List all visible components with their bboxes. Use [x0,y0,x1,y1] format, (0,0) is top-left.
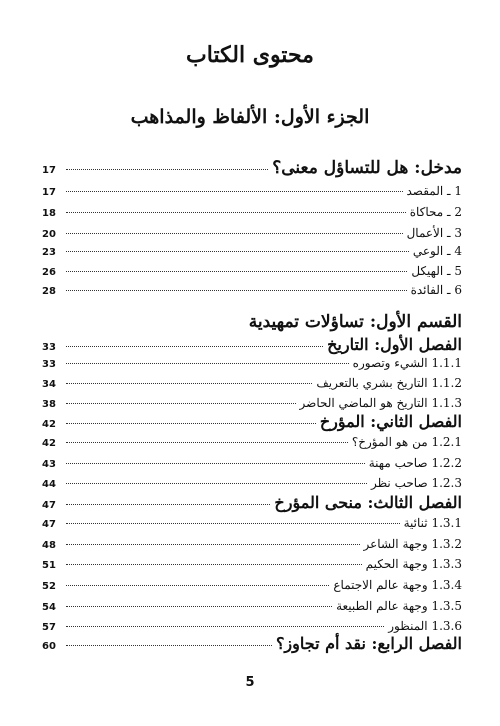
leader-dots [66,271,407,272]
toc-entry-label: 1.1.2 التاريخ بشري بالتعريف [316,376,462,390]
leader-dots [66,251,409,252]
leader-dots [66,383,312,384]
toc-page-number: 18 [42,208,56,219]
toc-entry-label: الفصل الرابع: نقد أم تجاوز؟ [275,634,462,653]
toc-page-number: 57 [42,622,56,633]
toc-chapter[interactable] [42,335,462,354]
toc-entry[interactable] [42,184,462,198]
toc-entry-label: الفصل الثالث: منحى المؤرخ [274,493,462,512]
leader-dots [66,346,323,347]
toc-entry-label: 1.1.1 الشيء وتصوره [352,356,462,370]
toc-page-number: 51 [42,560,56,571]
toc-entry[interactable] [42,537,462,551]
leader-dots [66,544,360,545]
toc-entry[interactable] [42,599,462,613]
toc-entry-label: 5 ـ الهيكل [411,264,462,278]
toc-page-number: 47 [42,500,56,511]
leader-dots [66,564,362,565]
leader-dots [66,212,406,213]
toc-entry[interactable] [42,619,462,633]
toc-page-number: 43 [42,459,56,470]
page-title: محتوى الكتاب [186,42,314,68]
leader-dots [66,169,268,170]
page-number-folio: 5 [245,675,255,690]
toc-entry-label: 1.3.3 وجهة الحكيم [365,557,462,571]
toc-chapter[interactable] [42,493,462,512]
toc-entry-label: 1.1.3 التاريخ هو الماضي الحاضر [299,396,462,410]
toc-page-number: 42 [42,438,56,449]
toc-entry-label: 3 ـ الأعمال [406,226,462,240]
leader-dots [66,504,270,505]
toc-page-number: 54 [42,602,56,613]
part-title: الجزء الأول: الألفاظ والمذاهب [130,106,370,128]
leader-dots [66,645,272,646]
leader-dots [66,626,384,627]
toc-page-number: 17 [42,187,56,198]
toc-chapter[interactable] [42,634,462,653]
leader-dots [66,290,407,291]
toc-entry[interactable] [42,376,462,390]
toc-entry-label: 6 ـ الفائدة [410,283,462,297]
toc-entry[interactable] [42,435,462,449]
toc-page-number: 60 [42,641,56,652]
toc-entry[interactable] [42,264,462,278]
toc-page-number: 28 [42,286,56,297]
toc-entry[interactable] [42,226,462,240]
toc-page-number: 34 [42,379,56,390]
toc-page-number: 33 [42,359,56,370]
toc-entry[interactable] [42,476,462,490]
leader-dots [66,606,332,607]
toc-entry-label: 1.3.1 ثنائية [403,516,462,530]
toc-entry-label: 1.2.2 صاحب مهنة [368,456,462,470]
toc-entry-label: 1.3.2 وجهة الشاعر [363,537,462,551]
leader-dots [66,463,365,464]
toc-page-number: 33 [42,342,56,353]
toc-page-number: 23 [42,247,56,258]
toc-entry-label: مدخل: هل للتساؤل معنى؟ [272,158,462,178]
leader-dots [66,585,329,586]
toc-entry[interactable] [42,244,462,258]
toc-entry-label: 4 ـ الوعي [412,244,462,258]
toc-page-number: 48 [42,540,56,551]
leader-dots [66,523,400,524]
toc-entry-label: 1.2.3 صاحب نظر [370,476,462,490]
toc-chapter[interactable] [42,412,462,431]
toc-entry-label: الفصل الثاني: المؤرخ [319,412,462,431]
section-title: القسم الأول: تساؤلات تمهيدية [248,312,462,332]
toc-entry[interactable] [42,396,462,410]
toc-entry[interactable] [42,456,462,470]
leader-dots [66,442,348,443]
toc-entry-label: 1.2.1 من هو المؤرخ؟ [351,435,462,449]
toc-entry-label: 1.3.4 وجهة عالم الاجتماع [333,578,462,592]
toc-entry-label: الفصل الأول: التاريخ [327,335,462,354]
leader-dots [66,233,403,234]
toc-entry-intro[interactable] [42,158,462,178]
leader-dots [66,363,349,364]
toc-page-number: 26 [42,267,56,278]
toc-page-number: 42 [42,419,56,430]
toc-page-number: 20 [42,229,56,240]
leader-dots [66,483,367,484]
toc-entry[interactable] [42,557,462,571]
toc-entry-label: 1.3.6 المنظور [388,619,462,633]
toc-page-number: 38 [42,399,56,410]
toc-entry[interactable] [42,516,462,530]
leader-dots [66,423,316,424]
toc-page-number: 44 [42,479,56,490]
toc-entry[interactable] [42,205,462,219]
toc-entry[interactable] [42,283,462,297]
toc-entry[interactable] [42,578,462,592]
toc-page-number: 52 [42,581,56,592]
toc-entry-label: 2 ـ محاكاة [409,205,462,219]
toc-entry-label: 1 ـ المقصد [406,184,462,198]
toc-page-number: 47 [42,519,56,530]
leader-dots [66,403,296,404]
leader-dots [66,191,403,192]
toc-entry[interactable] [42,356,462,370]
toc-page-number: 17 [42,165,56,176]
toc-entry-label: 1.3.5 وجهة عالم الطبيعة [336,599,462,613]
